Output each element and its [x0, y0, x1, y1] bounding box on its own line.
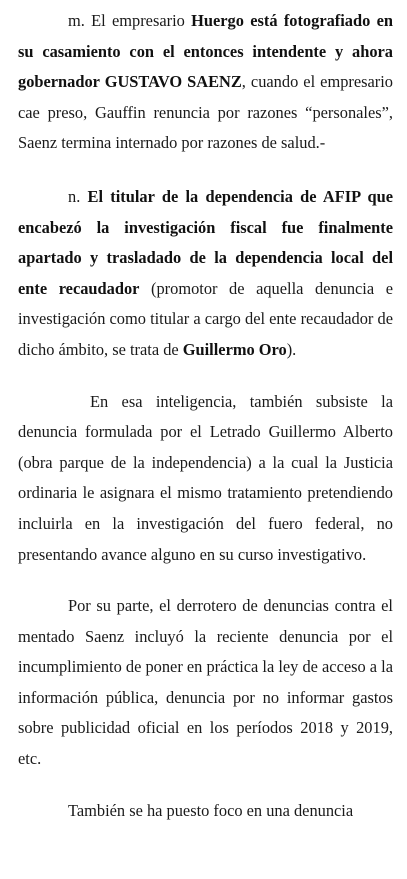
paragraph-n-bold-1: El titular de la dependencia de AFIP que encabezó la investigación fiscal fue finalmente apartado y trasladado de la dependencia local del ente recaudador	[18, 186, 393, 298]
paragraph-derrotero: Por su parte, el derrotero de denuncias contra el mentado Saenz incluyó la reciente denuncia por el incumplimiento de poner en práctica la ley de acceso a la información pública, denuncia por no informar gastos sobre publicidad oficial en los períodos 2018 y 2019, etc.	[18, 596, 393, 769]
paragraph-foco: También se ha puesto foco en una denuncia	[68, 800, 354, 820]
document-page	[18, 6, 393, 826]
paragraph-m-text-2: , cuando el empresario cae preso, Gauffin renuncia por razones “personales”, Saenz termina internado por razones de salud.-	[18, 72, 393, 153]
item-label-n: n.	[68, 186, 81, 206]
paragraph-m-text-1: El empresario	[84, 11, 192, 30]
paragraph-inteligencia: En esa inteligencia, también subsiste la denuncia formulada por el Letrado Guillermo Alberto (obra parque de la independencia) a la cual la Justicia ordinaria le asignara el mismo tratamiento pretendiendo incluirla en la investigación del fuero federal, no presentando avance alguno en su curso investigativo.	[18, 391, 393, 564]
paragraph-n	[18, 182, 393, 366]
paragraph-n-text-1	[80, 187, 87, 206]
paragraph-n-bold-2: Guillermo Oro	[182, 339, 287, 359]
paragraph-n-text-2: (promotor de aquella denuncia e investigación como titular a cargo del ente recaudador de dicho ámbito, se trata de	[18, 278, 393, 359]
paragraph-m	[18, 6, 393, 159]
paragraph-m-bold-1: Huergo está fotografiado en su casamiento con el entonces intendente y ahora gobernador GUSTAVO SAENZ	[18, 11, 393, 92]
paragraph-n-text-3: ).	[286, 339, 297, 359]
item-label-m: m.	[68, 11, 85, 30]
